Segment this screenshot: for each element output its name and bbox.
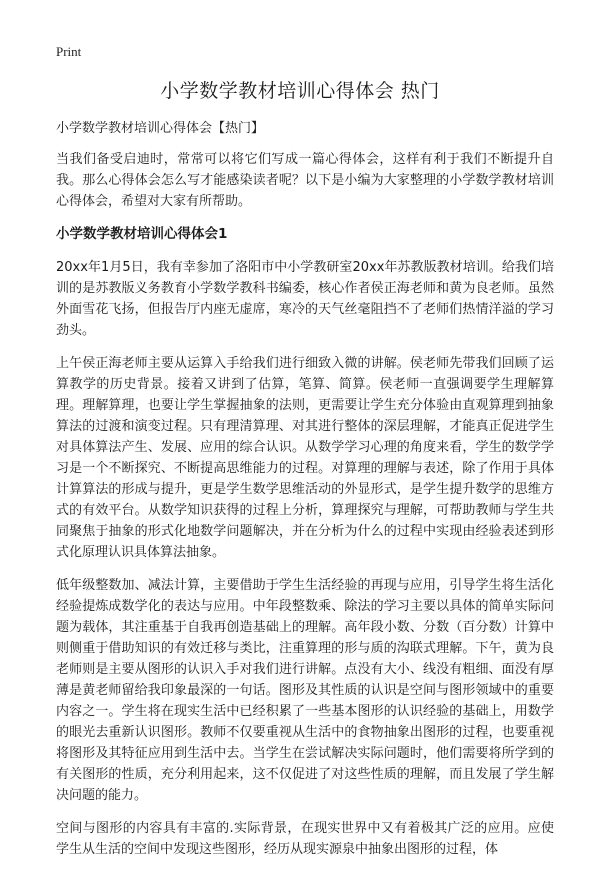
- section-heading: 小学数学教材培训心得体会1: [56, 226, 228, 242]
- body-paragraph: 上午侯正海老师主要从运算入手给我们进行细致入微的讲解。侯老师先带我们回顾了运算教学的历史背景。接着又讲到了估算，笔算、简算。侯老师一直强调要学生理解算理。理解算理，也要让学生掌握抽象的法则，更需要让学生充分体验由直观算理到抽象算法的过渡和演变过程。只有理清算理、对其进行整体的深层理解，才能真正促进学生对具体算法产生、发展、应用的综合认识。从数学学习心理的角度来看，学生的数学学习是一个不断探究、不断提高思维能力的过程。对算理的理解与表述，除了作用于具体计算算法的形成与提升，更是学生数学思维活动的外显形式，是学生提升数学的思维方式的有效平台。从数学知识获得的过程上分析，算理探究与理解，可帮助教师与学生共同聚焦于抽象的形式化地数学问题解决，并在分析为什么的过程中实现由经验表述到形式化原理认识具体算法抽象。: [56, 356, 554, 560]
- body-paragraph: 低年级整数加、减法计算，主要借助于学生生活经验的再现与应用，引导学生将生活化经验提炼成数学化的表达与应用。中年段整数乘、除法的学习主要以具体的简单实际问题为载体，其注重基于自我再创造基础上的理解。高年段小数、分数（百分数）计算中则侧重于借助知识的有效迁移与类比，注重算理的形与质的沟联式理解。下午，黄为良老师则是主要从图形的认识入手对我们进行讲解。点没有大小、线没有粗细、面没有厚薄是黄老师留给我印象最深的一句话。图形及其性质的认识是空间与图形领域中的重要内容之一。学生将在现实生活中已经积累了一些基本图形的认识经验的基础上，用数学的眼光去重新认识图形。教师不仅要重视从生活中的食物抽象出图形的过程，也要重视将图形及其特征应用到生活中去。当学生在尝试解决实际问题时，他们需要将所学到的有关图形的性质，充分利用起来，这不仅促进了对这些性质的理解，而且发展了学生解决问题的能力。: [56, 578, 554, 803]
- body-paragraph: 20xx年1月5日，我有幸参加了洛阳市中小学教研室20xx年苏教版教材培训。给我们培训的是苏教版义务教育小学数学教科书编委，核心作者侯正海老师和黄为良老师。虽然外面雪花飞扬，但报告厅内座无虚席，寒冷的天气丝毫阻挡不了老师们热情洋溢的学习劲头。: [56, 260, 554, 338]
- intro-paragraph: 当我们备受启迪时，常常可以将它们写成一篇心得体会，这样有利于我们不断提升自我。那么心得体会怎么写才能感染读者呢？以下是小编为大家整理的小学数学教材培训心得体会，希望对大家有所帮助。: [56, 152, 554, 209]
- document-subtitle: 小学数学教材培训心得体会【热门】: [56, 121, 265, 136]
- body-paragraph: 空间与图形的内容具有丰富的.实际背景，在现实世界中又有着极其广泛的应用。应使学生从生活的空间中发现这些图形，经历从现实源泉中抽象出图形的过程，体: [56, 821, 554, 857]
- print-link[interactable]: Print: [56, 44, 82, 59]
- document-body: [56, 118, 554, 872]
- document-title: 小学数学教材培训心得体会 热门: [160, 80, 440, 102]
